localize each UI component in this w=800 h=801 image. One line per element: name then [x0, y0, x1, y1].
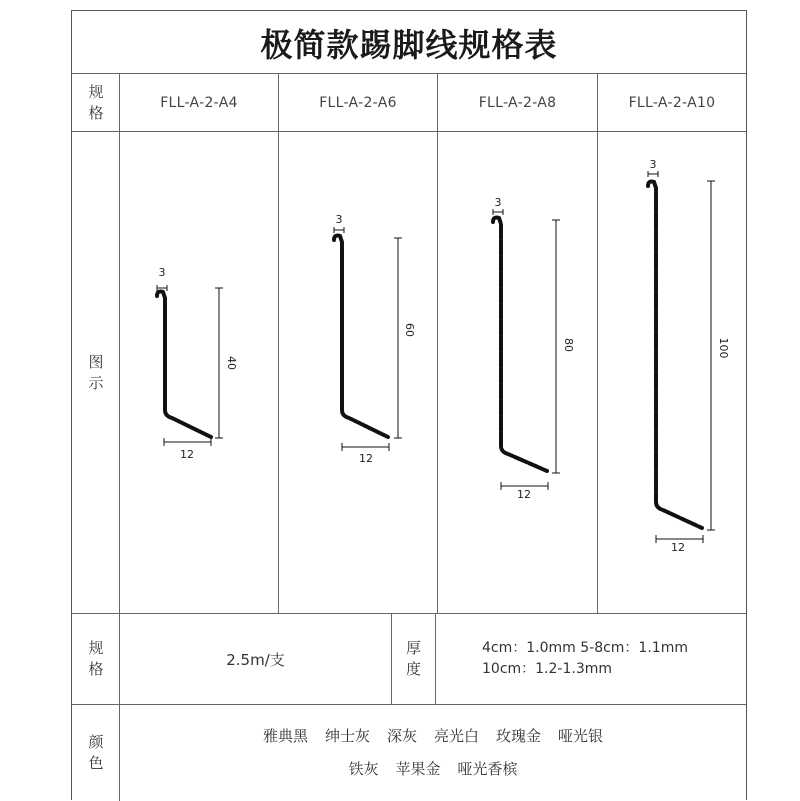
dim-height: 40 — [225, 356, 238, 370]
dim-width: 12 — [517, 488, 531, 501]
row-label-char: 图 — [88, 352, 104, 371]
model-name-a4: FLL-A-2-A4 — [160, 94, 238, 111]
model-name-a10: FLL-A-2-A10 — [628, 94, 716, 111]
page-title: 极简款踢脚线规格表 — [260, 25, 558, 64]
model-name-a8: FLL-A-2-A8 — [478, 94, 557, 111]
dim-width: 12 — [671, 541, 685, 554]
dim-height: 80 — [562, 338, 575, 352]
dim-top: 3 — [649, 158, 657, 171]
color-option: 苹果金 — [395, 760, 441, 778]
profile-line — [648, 182, 702, 529]
color-option: 亮光白 — [434, 727, 480, 745]
length-value: 2.5m/支 — [226, 650, 285, 669]
dim-top: 3 — [335, 213, 343, 226]
color-option: 深灰 — [386, 727, 417, 745]
row-label-char: 度 — [405, 660, 421, 678]
row-label-char: 规 — [88, 82, 104, 101]
dim-width: 12 — [359, 452, 373, 465]
color-option: 哑光银 — [558, 727, 604, 745]
thickness-line: 4cm：1.0mm 5-8cm：1.1mm — [482, 640, 688, 656]
color-option: 铁灰 — [348, 760, 379, 778]
color-option: 绅士灰 — [324, 727, 370, 745]
dim-top: 3 — [158, 266, 166, 279]
dim-width: 12 — [180, 448, 194, 461]
row-label-char: 规 — [88, 639, 104, 657]
row-label-char: 格 — [88, 103, 104, 122]
dim-height: 100 — [717, 337, 730, 359]
color-option: 雅典黑 — [262, 727, 308, 745]
row-label-char: 格 — [88, 660, 104, 678]
row-label-char: 颜 — [88, 733, 104, 751]
thickness-line: 10cm：1.2-1.3mm — [482, 661, 613, 677]
color-option: 玫瑰金 — [496, 727, 542, 745]
row-label-char: 厚 — [405, 639, 421, 657]
dim-top: 3 — [494, 196, 502, 209]
dim-height: 60 — [403, 323, 416, 337]
model-name-a6: FLL-A-2-A6 — [319, 94, 397, 111]
row-label-char: 示 — [88, 373, 104, 392]
row-label-char: 色 — [88, 754, 104, 772]
color-option: 哑光香槟 — [457, 760, 518, 778]
